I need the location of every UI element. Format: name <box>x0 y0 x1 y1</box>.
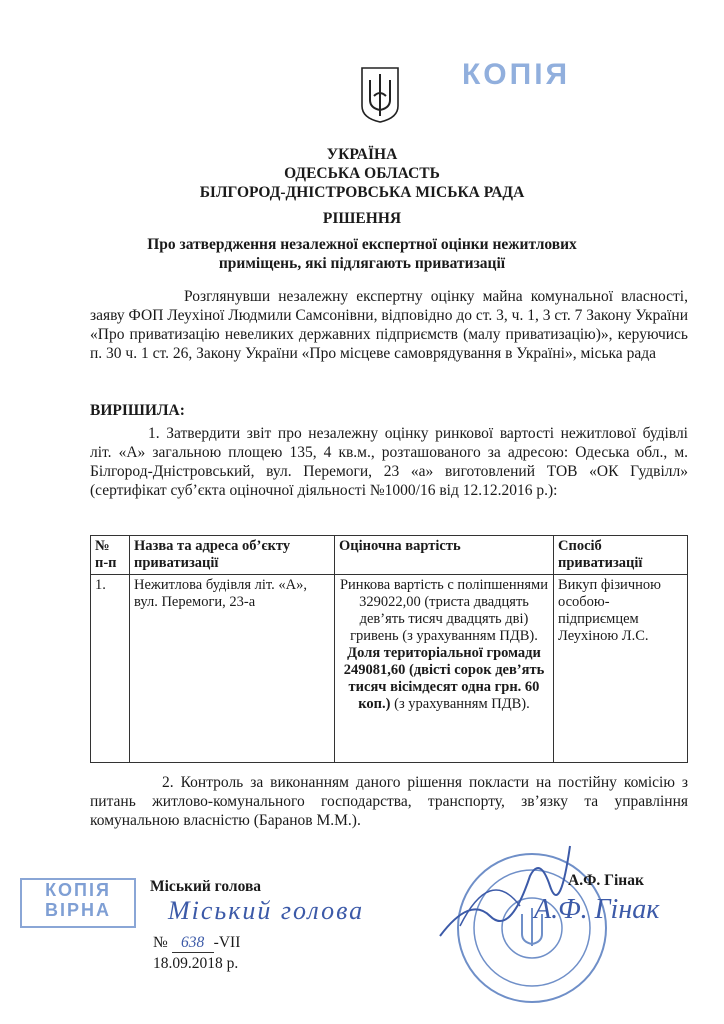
subject-line-1: Про затвердження незалежної експертної оцінки нежитлових <box>147 236 577 253</box>
council-title: БІЛГОРОД-ДНІСТРОВСЬКА МІСЬКА РАДА <box>199 184 525 201</box>
row-method: Викуп фізичною особою-підприємцем Леухіною Л.С. <box>554 575 688 763</box>
value-market: Ринкова вартість с поліпшеннями 329022,00 (триста двадцять дев’ять тисяч двадцять дві) гривень (з урахуванням ПДВ). <box>339 577 548 644</box>
row-object: Нежитлова будівля літ. «А», вул. Перемоги, 23-а <box>130 575 335 763</box>
table-header-row <box>91 536 688 575</box>
registry-number <box>153 934 240 953</box>
registry-number-prefix: № <box>153 934 168 951</box>
decided-heading: ВИРІШИЛА: <box>90 402 185 419</box>
stamp-line-1: КОПІЯ <box>45 880 111 900</box>
region-title: ОДЕСЬКА ОБЛАСТЬ <box>284 165 440 182</box>
handwritten-role: Міський голова <box>168 896 365 925</box>
table-row <box>91 575 688 763</box>
header-object: Назва та адреса об’єкту приватизації <box>130 536 335 575</box>
handwritten-name: А.Ф. Гінак <box>534 894 660 925</box>
subject-line-2: приміщень, які підлягають приватизації <box>218 255 506 272</box>
header-number: № п-п <box>91 536 130 575</box>
header-method: Спосіб приватизації <box>554 536 688 575</box>
stamp-line-2: ВІРНА <box>44 900 111 920</box>
registry-number-value: 638 <box>172 934 214 953</box>
value-tail: (з урахуванням ПДВ). <box>394 696 530 712</box>
copy-stamp-top: КОПІЯ <box>462 58 571 91</box>
copy-verified-stamp <box>20 878 136 928</box>
header-value: Оціночна вартість <box>335 536 554 575</box>
preamble-text: Розглянувши незалежну експертну оцінку майна комунальної власності, заяву ФОП Леухіної Людмили Самсонівни, відповідно до ст. 3, ч. 1, 3 ст. 7 Закону України «Про приватизацію невеликих державних підприємств (малу приватизацію)», керуючись п. 30 ч. 1 ст. 26, Закону України «Про місцеве самоврядування в Україні», міська рада <box>90 288 688 362</box>
country-title: УКРАЇНА <box>326 146 398 163</box>
mayor-role: Міський голова <box>150 878 262 895</box>
registry-number-suffix: -VII <box>213 934 241 951</box>
point-2-text: 2. Контроль за виконанням даного рішення покласти на постійну комісію з питань житлово-комунального господарства, транспорту, зв’язку та управління комунальною власністю (Баранов М.М.). <box>90 774 688 829</box>
signature-scribble-icon <box>430 836 580 946</box>
privatization-table <box>90 535 688 763</box>
mayor-name: А.Ф. Гінак <box>568 872 644 889</box>
row-number: 1. <box>91 575 130 763</box>
value-community-share: Доля територіальної громади 249081,60 (двісті сорок дев’ять тисяч вісімдесят одна грн. 60 коп.) <box>343 645 545 712</box>
point-1-text: 1. Затвердити звіт про незалежну оцінку ринкової вартості нежитлової будівлі літ. «А» загальною площею 135, 4 кв.м., розташованого за адресою: Одеська обл., м. Білгород-Дністровський, вул. Перемоги, 23 «а» виготовлений ТОВ «ОК Гудвілл» (сертифікат суб’єкта оціночної діяльності №1000/16 від 12.12.2016 р.): <box>90 425 688 499</box>
registry-date: 18.09.2018 р. <box>153 955 239 972</box>
coat-of-arms-icon <box>360 66 400 124</box>
document-type: РІШЕННЯ <box>322 210 402 227</box>
row-value <box>335 575 554 763</box>
